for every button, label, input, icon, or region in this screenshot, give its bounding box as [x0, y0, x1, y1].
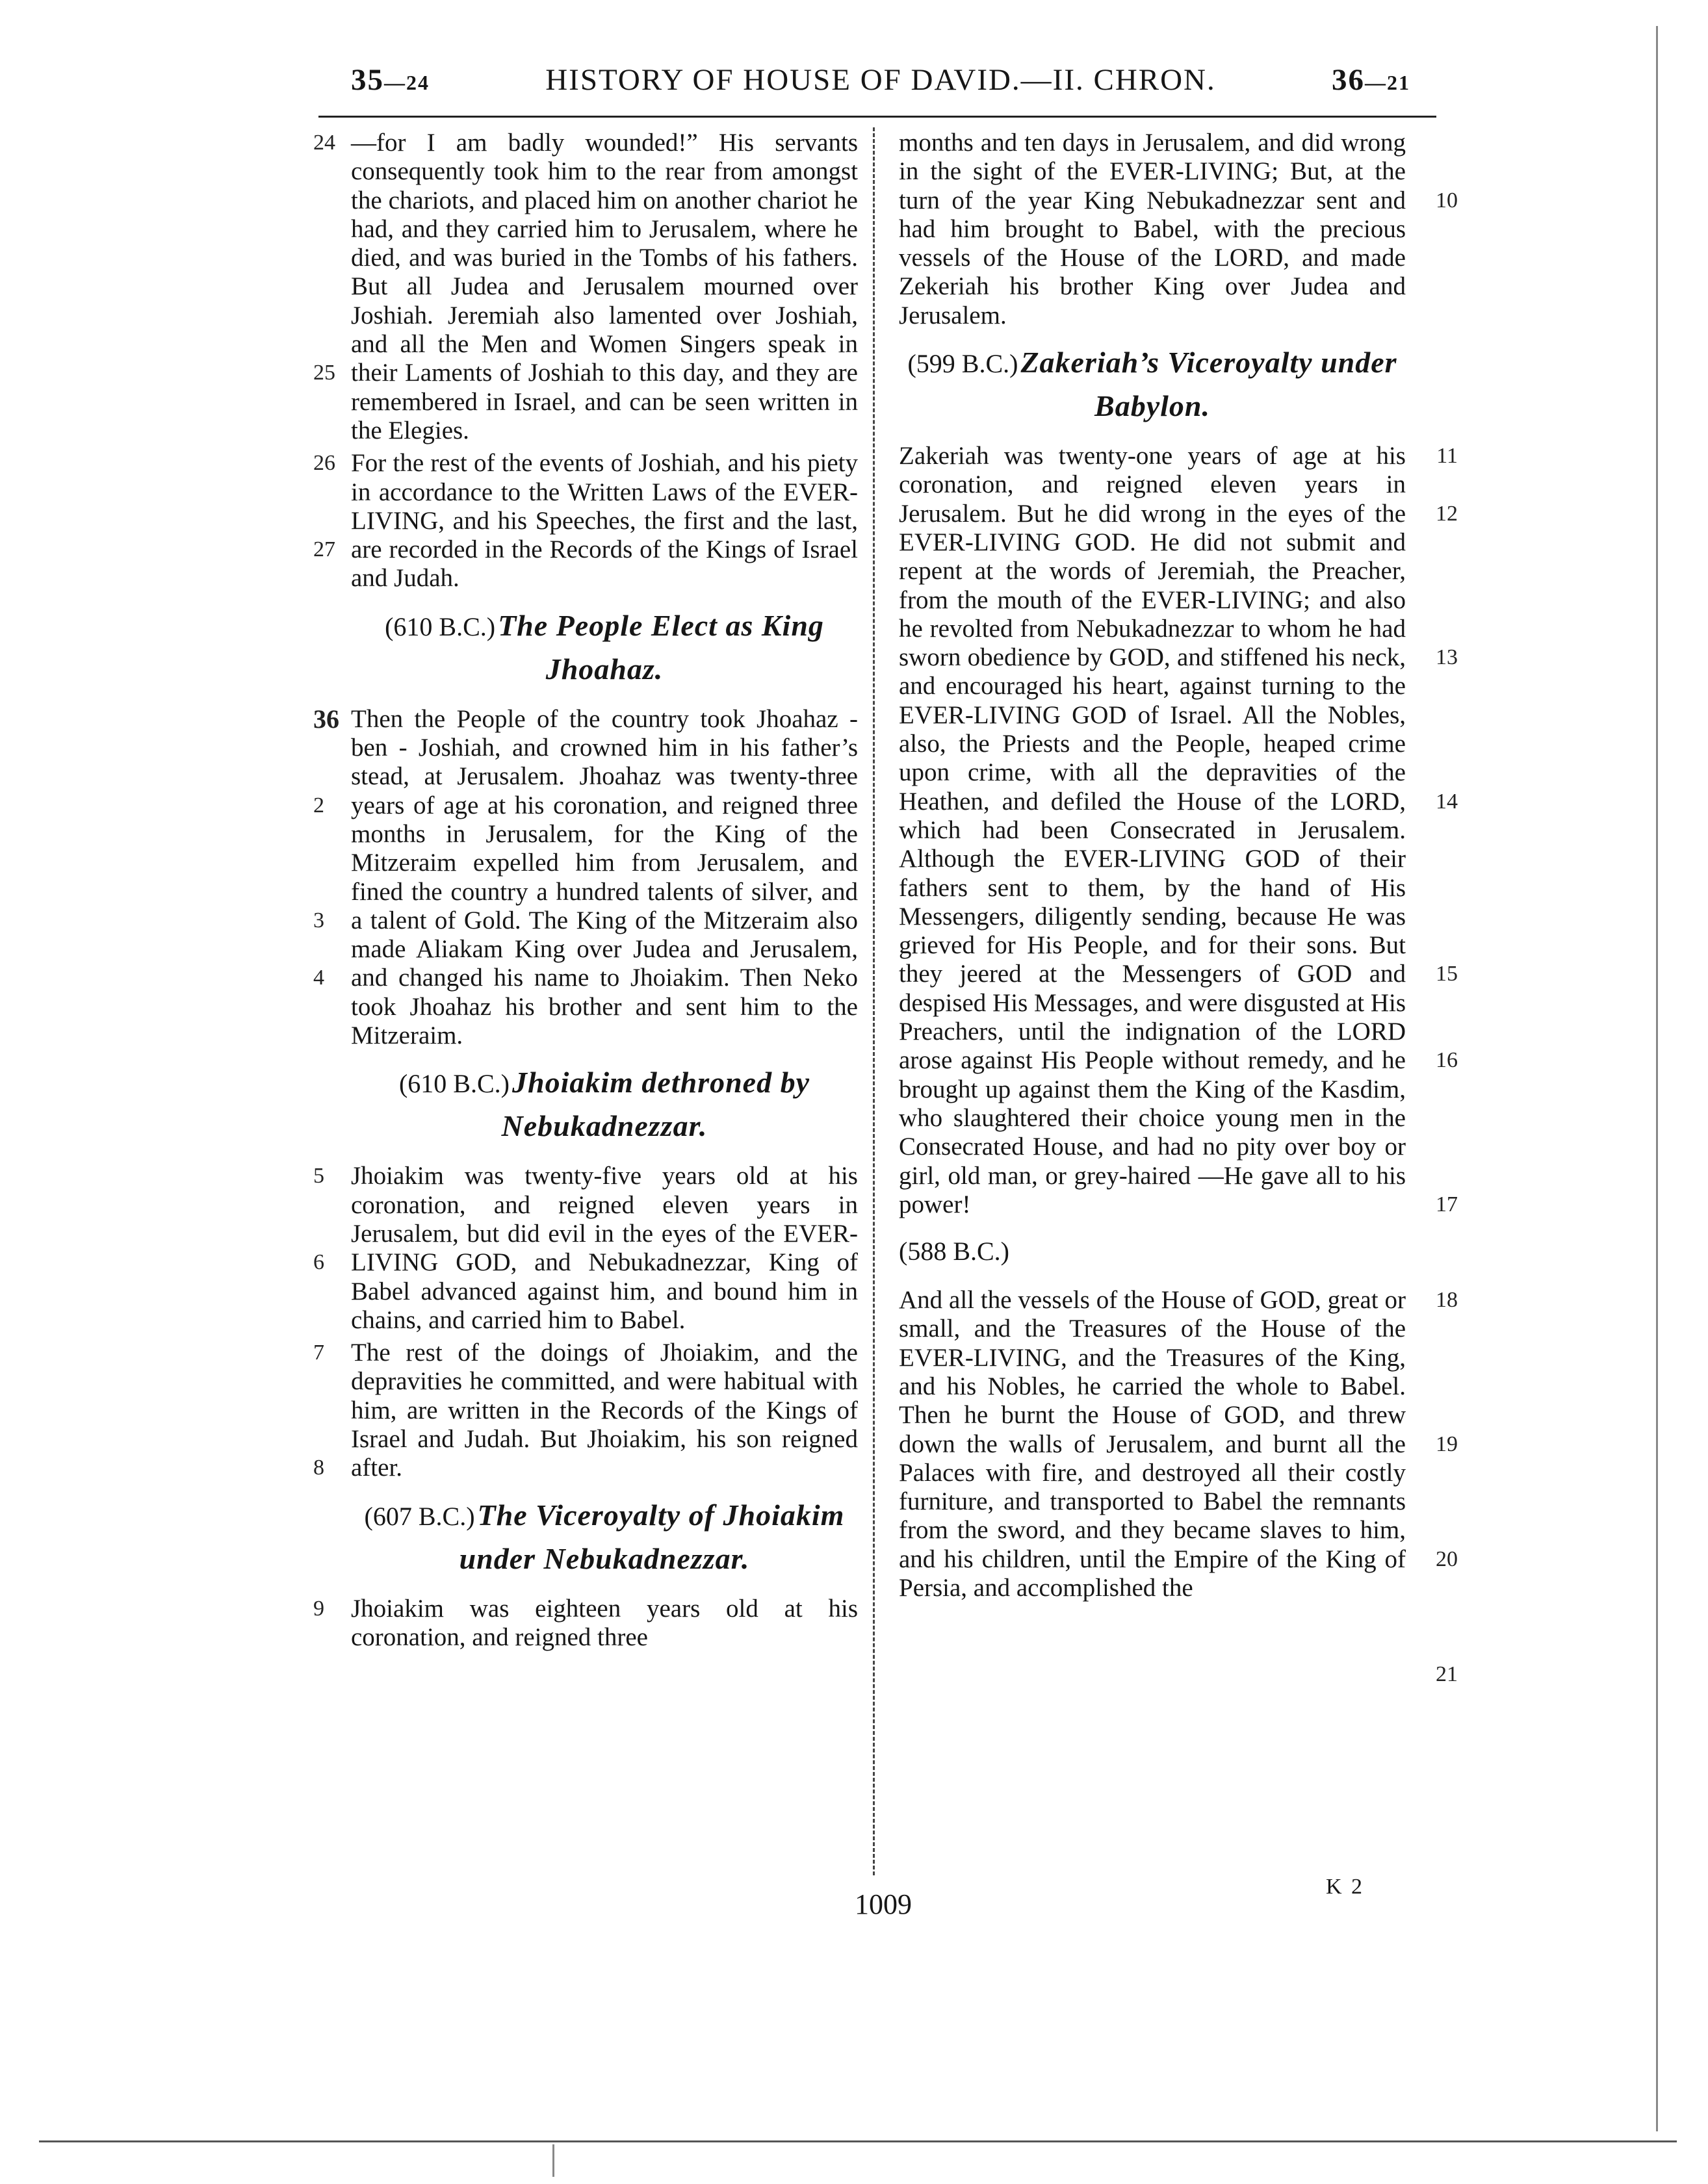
section-date: (588 B.C.): [899, 1237, 1009, 1266]
section-date: (610 B.C.): [385, 611, 496, 641]
running-header: [351, 62, 1410, 104]
verse-text: Then the People of the country took Jhoahaz - ben - Joshiah, and crowned him in his father’s stead, at Jerusalem. Jhoahaz was twenty-three years of age at his coronation, and reigned three months in Jerusalem, for the King of the Mitzeraim expelled him from Jerusalem, and fined the country a hundred talents of silver, and a talent of Gold. The King of the Mitzeraim also made Aliakam King over Judea and Jerusalem, and changed his name to Jhoiakim. Then Neko took Jhoahaz his brother and sent him to the Mitzeraim.: [351, 704, 858, 1050]
section-heading: [899, 1233, 1406, 1276]
verse-number: 12: [1436, 501, 1458, 526]
section-heading: [899, 344, 1406, 431]
section-date: (607 B.C.): [364, 1501, 475, 1531]
verse-paragraph: [313, 129, 858, 445]
verse-text: —for I am badly wounded!” His servants consequently took him to the rear from amongst the chariots, and placed him on another chariot he had, and they carried him to Jerusalem, where he died, and was buried in the Tombs of his fathers. But all Judea and Jerusalem mourned over Joshiah. Jeremiah also lamented over Joshiah, and all the Men and Women Singers speak in their Laments of Joshiah to this day, and they are remembered in Israel, and can be seen written in the Elegies.: [351, 129, 858, 444]
verse-number: 13: [1436, 645, 1458, 670]
verse-number: 8: [313, 1456, 324, 1480]
verse-number: 19: [1436, 1432, 1458, 1456]
verse-number: 6: [313, 1250, 324, 1275]
verse-number: 15: [1436, 962, 1458, 986]
verse-text: Jhoiakim was twenty-five years old at his coronation, and reigned eleven years in Jerusalem, but did evil in the eyes of the EVER-LIVING GOD, and Nebukadnezzar, King of Babel advanced against him, and bound him in chains, and carried him to Babel.: [351, 1162, 858, 1334]
verse-paragraph: [899, 1286, 1458, 1686]
verse-paragraph: [313, 704, 858, 1051]
header-right-chapter: 36: [1331, 63, 1365, 97]
verse-paragraph: [313, 1339, 858, 1482]
section-date: (610 B.C.): [398, 1069, 510, 1099]
verse-paragraph: [899, 129, 1458, 330]
signature-mark: K 2: [1326, 1875, 1365, 1899]
verse-text: For the rest of the events of Joshiah, and his piety in accordance to the Written Laws of the EVER-LIVING, and his Speeches, the first and the last, are recorded in the Records of the Kings of Israel and Judah.: [351, 449, 858, 593]
verse-text: The rest of the doings of Jhoiakim, and the depravities he committed, and were habitual with him, are written in the Records of the Kings of Israel and Judah. But Jhoiakim, his son reigned after.: [351, 1339, 858, 1482]
header-title: HISTORY OF HOUSE OF DAVID.—II. CHRON.: [545, 63, 1216, 97]
scan-right-edge: [1656, 26, 1658, 2131]
left-column: [313, 129, 858, 1656]
verse-number: 18: [1436, 1288, 1458, 1313]
scan-bottom-edge: [39, 2140, 1677, 2142]
section-title: Zakeriah’s Viceroyalty under Babylon.: [1020, 346, 1397, 423]
header-left-verse: —24: [384, 71, 430, 94]
verse-number: 3: [313, 908, 324, 932]
verse-number: 21: [1436, 1662, 1458, 1686]
verse-text: Jhoiakim was eighteen years old at his coronation, and reigned three: [351, 1594, 858, 1651]
verse-text: months and ten days in Jerusalem, and did wrong in the sight of the EVER-LIVING; But, at the turn of the year King Nebukadnezzar sent and had him brought to Babel, with the precious vessels of the House of the LORD, and made Zekeriah his brother King over Judea and Jerusalem.: [899, 129, 1406, 329]
header-right-verse: —21: [1364, 71, 1410, 94]
header-left-chapter: 35: [351, 63, 384, 97]
verse-number: 14: [1436, 789, 1458, 814]
verse-number: 24: [313, 131, 335, 155]
verse-number: 27: [313, 537, 335, 562]
verse-number: 7: [313, 1341, 324, 1365]
verse-paragraph: [899, 442, 1458, 1219]
verse-paragraph: [313, 1594, 858, 1652]
verse-number: 5: [313, 1164, 324, 1188]
header-rule: [318, 116, 1436, 118]
section-heading: [351, 608, 858, 695]
verse-number: 2: [313, 793, 324, 817]
section-date: (599 B.C.): [907, 349, 1018, 379]
verse-number: 4: [313, 966, 324, 990]
verse-number: 25: [313, 361, 335, 385]
verse-number: 20: [1436, 1547, 1458, 1571]
section-title: The Viceroyalty of Jhoiakim under Nebukadnezzar.: [459, 1498, 845, 1575]
section-title: Jhoiakim dethroned by Nebukadnezzar.: [501, 1066, 810, 1143]
section-title: The People Elect as King Jhoahaz.: [498, 608, 824, 686]
section-heading: [351, 1064, 858, 1151]
verse-text: And all the vessels of the House of GOD, great or small, and the Treasures of the House of the EVER-LIVING, and the Treasures of the King, and his Nobles, he carried the whole to Babel. Then he burnt the House of GOD, and threw down the walls of Jerusalem, and burnt all the Palaces with fire, and destroyed all their costly furniture, and transported to Babel the remnants from the sword, and they became slaves to him, and his children, until the Empire of the King of Persia, and accomplished the: [899, 1286, 1406, 1602]
verse-number: 17: [1436, 1192, 1458, 1216]
verse-number: 36: [313, 704, 339, 734]
verse-number: 9: [313, 1596, 324, 1621]
right-column: [899, 129, 1458, 1686]
scan-fold-mark: [552, 2144, 554, 2177]
verse-number: 26: [313, 451, 335, 476]
header-right-reference: [1332, 62, 1410, 97]
section-heading: [351, 1497, 858, 1584]
verse-number: 16: [1436, 1048, 1458, 1073]
verse-number: 10: [1436, 188, 1458, 212]
verse-number: 11: [1436, 444, 1458, 469]
page-number: 1009: [855, 1888, 912, 1920]
column-divider: [873, 127, 875, 1875]
verse-text: Zakeriah was twenty-one years of age at his coronation, and reigned eleven years in Jerusalem. But he did wrong in the eyes of the EVER-LIVING GOD. He did not submit and repent at the words of Jeremiah, the Preacher, from the mouth of the EVER-LIVING; and also he revolted from Nebukadnezzar to whom he had sworn obedience by GOD, and stiffened his neck, and encouraged his heart, against turning to the EVER-LIVING GOD of Israel. All the Nobles, also, the Priests and the People, heaped crime upon crime, with all the depravities of the Heathen, and defiled the House of the LORD, which had been Consecrated in Jerusalem. Although the EVER-LIVING GOD of their fathers sent to them, by the hand of His Messengers, diligently sending, because He was grieved for His People, and for their sons. But they jeered at the Messengers of GOD and despised His Messages, and were disgusted at His Preachers, until the indignation of the LORD arose against His People without remedy, and he brought up against them the King of the Kasdim, who slaughtered their choice young men in the Consecrated House, and had no pity over boy or girl, old man, or grey-haired —He gave all to his power!: [899, 442, 1406, 1218]
verse-paragraph: [313, 1162, 858, 1335]
header-left-reference: [351, 62, 430, 97]
verse-paragraph: [313, 449, 858, 593]
